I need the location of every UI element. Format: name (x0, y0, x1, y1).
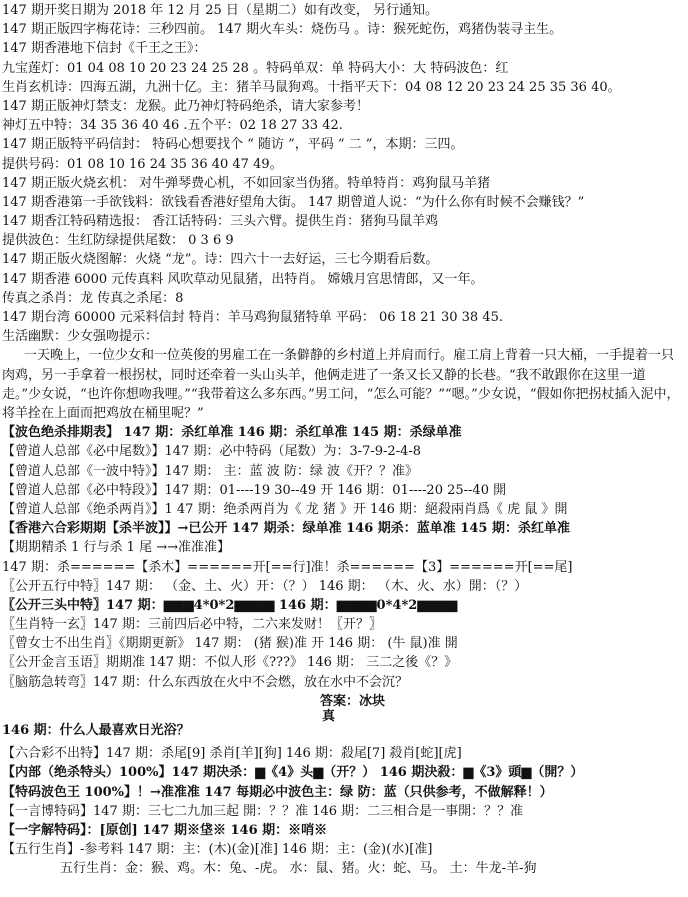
text-line: 九宝莲灯：01 04 08 10 20 23 24 25 28 。特码单双：单 特码大小：大 特码波色：红 (2, 60, 509, 76)
text-line: 147 期正版特平码信封： 特码心想要找个 “ 随访 ”，平码 “ 二 ”，本期：三四。 (2, 137, 464, 153)
text-line: 〖公开三头中特〗147 期：▆▆▆4*0*2▆▆▆▆ 146 期：▆▆▆▆0*4*2▆▆▆▆ (2, 597, 458, 613)
text-line: 147 期正版四字梅花诗：三秒四前。 147 期火车头：烧伤马 。诗：猴死蛇伤，鸡猪伪装寻主生。 (2, 22, 563, 38)
text-line: 147 期香港 6000 元传真料 风吹草动见鼠猪，出特肖。 嫦娥月宫思情郎，又一年。 (2, 271, 484, 287)
text-line: 〖公开金言玉语〗期期准 147 期：不似人形《???》 146 期： 三二之後《？》 (2, 655, 458, 671)
text-line: 生肖玄机诗：四海五湖，九洲十亿。主：猪羊马鼠狗鸡。十指平天下：04 08 12 20 23 24 25 35 36 40。 (2, 79, 621, 95)
text-line: 147 期正版神灯禁支：龙猴。此乃神灯特码绝杀，请大家参考！ (2, 98, 369, 114)
text-line: 147 期正版火烧图解：火烧 “龙”。诗：四六十一去好运，三七今期看后数。 (2, 252, 439, 268)
text-line: 【曾道人总部《必中特段》】147 期：01----19 30--49 开 146 期：01----20 25--40 開 (2, 482, 507, 498)
text-line: 147 期开奖日期为 2018 年 12 月 25 日（星期二）如有改变， 另行通知。 (2, 3, 439, 18)
riddle-question-146: 146 期：什么人最喜欢日光浴？ (2, 723, 190, 738)
riddle-answer: 答案：冰块 (320, 693, 386, 709)
footer-line: 五行生肖：金：猴、鸡。木：兔、-虎。 水：鼠、猪。火：蛇、马。 土：牛龙-羊-狗 (60, 861, 537, 877)
text-line: 【内部（绝杀特头）100%】147 期决杀：▆《4》头▆（开？） 146 期決殺：▆《3》頭▆（開？） (2, 765, 584, 781)
text-line: 〖公开五行中特〗147 期： （金、土、火）开：（？） 146 期： （木、火、水）開：（？） (2, 578, 528, 594)
text-line: 147 期香港第一手欲钱料：欲钱看香港好望角大街。 147 期曾道人说：“为什么你有时候不会赚钱？” (2, 194, 585, 210)
text-line: 【曾道人总部《一波中特》】147 期： 主：蓝 波 防：绿 波《开？？准》 (2, 463, 418, 479)
text-line: 【波色绝杀排期表】 147 期：杀红单准 146 期：杀红单准 145 期：杀绿单准 (2, 425, 462, 441)
text-line: 神灯五中特：34 35 36 40 46 .五个平：02 18 27 33 42. (2, 118, 343, 134)
story-paragraph: 一天晚上，一位少女和一位英俊的男雇工在一条僻静的乡村道上并肩而行。雇工肩上背着一只大桶，一手提着一只肉鸡，另一手拿着一根拐杖，同时还牵着一头山头羊，他俩走进了一条又长又静的长巷。“我不敢跟你在这里一道走。”少女说，“也许你想吻我哩。”“我带着这么多东西。”男工问，“怎么可能？”“嗯。”少女说，“假如你把拐杖插入泥中，将羊拴在上面而把鸡放在桶里呢？” (2, 348, 680, 421)
text-line: 【六合彩不出特】147 期：杀尾[9] 杀肖[羊][狗] 146 期：殺尾[7] 殺肖[蛇][虎] (2, 746, 462, 762)
text-line: 【一言博特码】147 期：三七二九加三起 開：？？准 146 期：二三相合是一事開：？？准 (2, 803, 524, 819)
text-line: 〖曾女士不出生肖〗《期期更新》 147 期： (猪 猴)准 开 146 期： (牛 鼠)准 開 (2, 636, 458, 652)
text-line: 147 期：杀======【杀木】======开[==行]准！杀======【3】======开[==尾] (2, 559, 573, 575)
overlap-char: 真 (322, 709, 336, 724)
text-line: 【曾道人总部《必中尾数》】147 期：必中特码（尾数）为：3-7-9-2-4-8 (2, 444, 422, 460)
text-line: 生活幽默：少女强吻提示： (2, 329, 159, 345)
text-line: 147 期台湾 60000 元采料信封 特肖：羊马鸡狗鼠猪特单 平码： 06 18 21 30 38 45. (2, 310, 504, 325)
text-line: 【香港六合彩期期【杀半波】】→已公开 147 期杀：绿单准 146 期杀：蓝单准 145 期：杀红单准 (2, 521, 570, 537)
text-line: 传真之杀肖：龙 传真之杀尾：8 (2, 290, 184, 306)
text-line: 【期期精杀 1 行与杀 1 尾 →→准准准】 (2, 540, 230, 556)
text-line: 【特码波色王 100%】！→准准准 147 每期必中波色主：绿 防：蓝（只供参考，不做解释！） (2, 784, 553, 800)
text-line: 【一字解特码】：[原创] 147 期※垡※ 146 期：※哨※ (2, 822, 328, 838)
text-line: 〖生肖特一玄〗147 期：三前四后必中特，二六来发财！〖开？〗 (2, 617, 382, 633)
text-line: 【曾道人总部《绝杀两肖》】1 47 期：绝杀两肖为《 龙 猪 》开 146 期：絕殺兩肖爲《 虎 鼠 》開 (2, 501, 568, 517)
text-line: 提供号码：01 08 10 16 24 35 36 40 47 49。 (2, 156, 283, 172)
text-line: 【五行生肖】-参考料 147 期：主：(木)(金)[准] 146 期：主：(金)(水)[准] (2, 842, 433, 858)
text-line: 提供波色：生红防绿提供尾数： 0 3 6 9 (2, 233, 234, 249)
text-line: 147 期正版火烧玄机： 对牛弹琴费心机，不如回家当伪猪。特单特肖：鸡狗鼠马羊猪 (2, 175, 491, 191)
text-line: 〖脑筋急转弯〗147 期：什么东西放在火中不会燃，放在水中不会沉？ (2, 674, 408, 690)
text-line: 147 期香港地下信封《千王之王》： (2, 41, 207, 57)
text-line: 147 期香江特码精选报： 香江话特码：三头六臂。提供生肖：猪狗马鼠羊鸡 (2, 214, 439, 230)
